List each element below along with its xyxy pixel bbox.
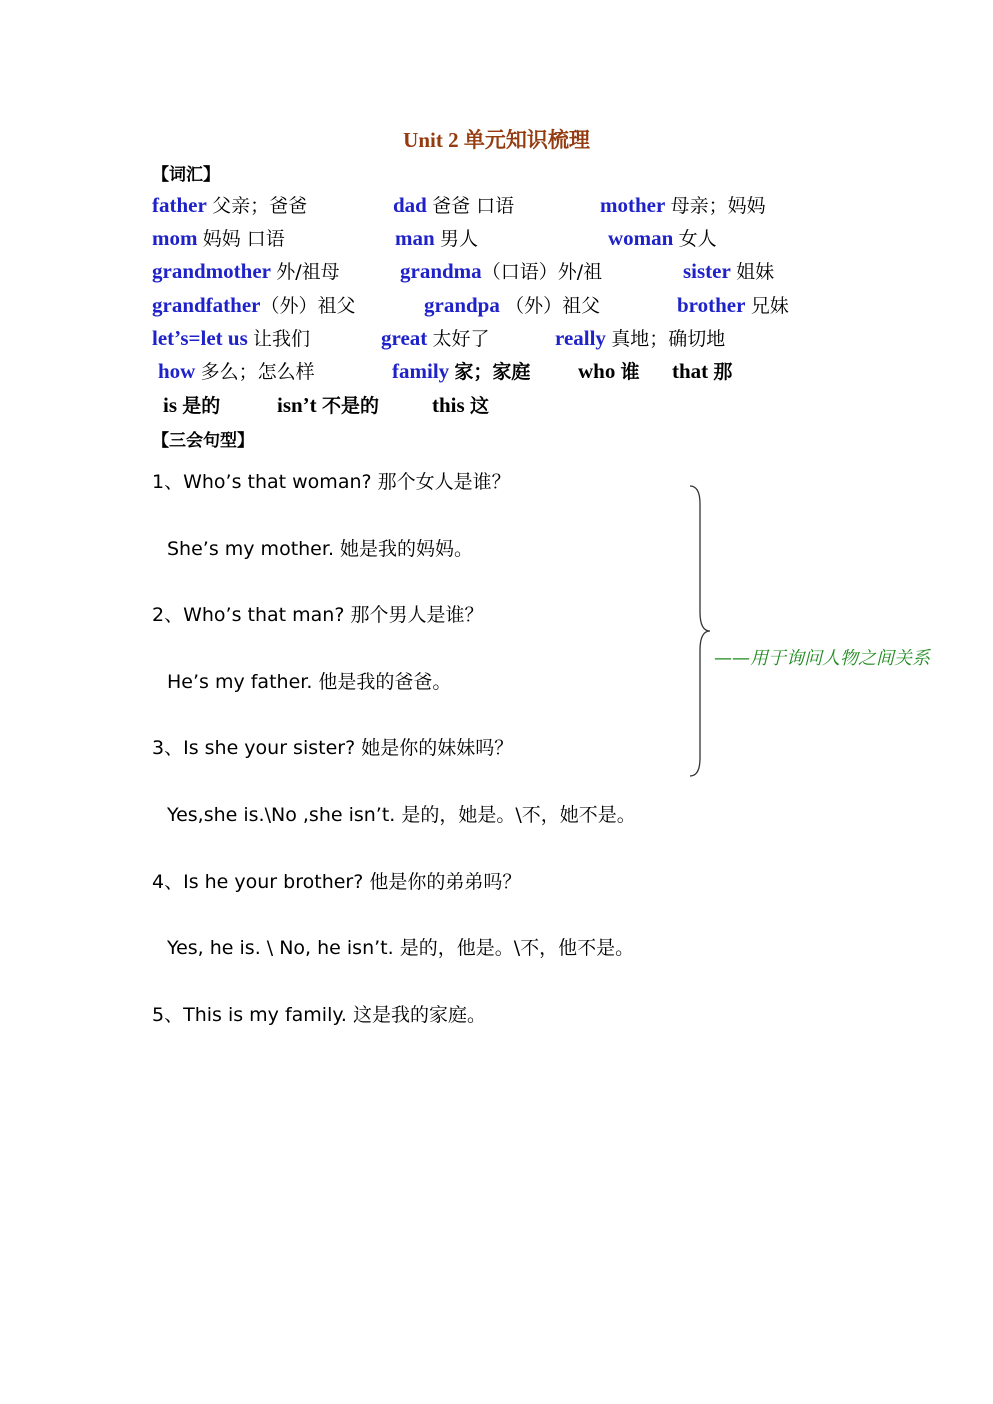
vocab-meaning: 家；家庭: [454, 361, 531, 383]
sentence-answer: She’s my mother. 她是我的妈妈。: [167, 538, 474, 560]
vocab-word: brother: [677, 293, 746, 317]
vocab-item: [600, 191, 766, 218]
vocab-word: dad: [393, 193, 427, 217]
vocab-meaning: 太好了: [432, 328, 490, 350]
vocab-meaning: 那: [713, 361, 733, 383]
vocab-meaning: （外）祖父: [260, 295, 356, 317]
vocab-word: let’s=let us: [152, 326, 248, 350]
vocab-meaning: 妈妈 口语: [202, 228, 285, 250]
vocab-word: woman: [608, 226, 674, 250]
vocab-meaning: 父亲；爸爸: [212, 195, 308, 217]
sentence-question: 4、Is he your brother? 他是你的弟弟吗？: [152, 871, 522, 893]
vocab-meaning: 男人: [439, 228, 478, 250]
vocab-item: [163, 391, 220, 418]
vocab-meaning: 爸爸 口语: [432, 195, 515, 217]
vocab-item: [152, 224, 285, 251]
vocab-item: [158, 357, 315, 384]
vocab-item: [608, 224, 717, 251]
sentence-answer: He’s my father. 他是我的爸爸。: [167, 671, 452, 693]
vocab-word: that: [672, 359, 709, 383]
vocab-meaning: 母亲；妈妈: [670, 195, 766, 217]
vocab-word: mother: [600, 193, 666, 217]
vocab-word: man: [395, 226, 435, 250]
sentence-question: 3、Is she your sister? 她是你的妹妹吗？: [152, 737, 514, 759]
vocab-meaning: （口语）外/祖: [481, 261, 603, 283]
vocab-word: grandma: [400, 259, 482, 283]
vocab-meaning: 不是的: [321, 395, 379, 417]
vocab-item: [392, 357, 530, 384]
vocab-word: this: [432, 393, 465, 417]
vocab-item: [152, 324, 310, 351]
sentence-answer: Yes,she is.\No ,she isn’t. 是的，她是。\不，她不是。: [167, 804, 636, 826]
vocab-word: how: [158, 359, 196, 383]
sentence-question: 2、Who’s that man? 那个男人是谁？: [152, 604, 484, 626]
vocab-item: [432, 391, 489, 418]
vocab-item: [395, 224, 478, 251]
vocab-word: who: [578, 359, 616, 383]
vocab-word: grandfather: [152, 293, 261, 317]
vocab-item: [424, 291, 600, 318]
vocab-meaning: 外/祖母: [276, 261, 340, 283]
vocab-item: [677, 291, 789, 318]
vocab-item: [578, 357, 640, 384]
vocab-meaning: 兄妹: [750, 295, 789, 317]
vocab-item: [277, 391, 379, 418]
vocab-meaning: 姐妹: [736, 261, 775, 283]
vocab-meaning: 是的: [182, 395, 221, 417]
vocab-meaning: 让我们: [253, 328, 311, 350]
sentence-question: 1、Who’s that woman? 那个女人是谁？: [152, 471, 511, 493]
vocab-item: [152, 291, 356, 318]
vocab-word: isn’t: [277, 393, 317, 417]
sentences-heading: 【三会句型】: [152, 431, 254, 451]
vocab-meaning: 多么；怎么样: [200, 361, 315, 383]
sentence-statement: 5、This is my family. 这是我的家庭。: [152, 1004, 486, 1026]
vocab-item: [555, 324, 725, 351]
vocab-word: grandmother: [152, 259, 271, 283]
vocab-word: father: [152, 193, 207, 217]
vocab-word: great: [381, 326, 428, 350]
vocab-item: [400, 257, 602, 284]
vocab-heading: 【词汇】: [152, 165, 220, 185]
vocab-word: is: [163, 393, 178, 417]
vocab-item: [152, 257, 340, 284]
vocab-item: [393, 191, 514, 218]
vocab-word: family: [392, 359, 450, 383]
page-title: Unit 2 单元知识梳理: [403, 128, 590, 152]
brace-note: ——用于询问人物之间关系: [714, 648, 930, 669]
vocab-word: mom: [152, 226, 198, 250]
vocab-meaning: 真地；确切地: [611, 328, 726, 350]
vocab-word: sister: [683, 259, 731, 283]
vocab-item: [152, 191, 307, 218]
vocab-meaning: 女人: [678, 228, 717, 250]
vocab-word: really: [555, 326, 606, 350]
vocab-item: [381, 324, 490, 351]
sentence-answer: Yes, he is. \ No, he isn’t. 是的，他是。\不，他不是。: [167, 937, 635, 959]
right-brace-icon: [688, 484, 714, 778]
vocab-meaning: 这: [469, 395, 489, 417]
vocab-meaning: （外）祖父: [505, 295, 601, 317]
vocab-item: [683, 257, 774, 284]
vocab-item: [672, 357, 732, 384]
vocab-meaning: 谁: [620, 361, 640, 383]
vocab-word: grandpa: [424, 293, 500, 317]
